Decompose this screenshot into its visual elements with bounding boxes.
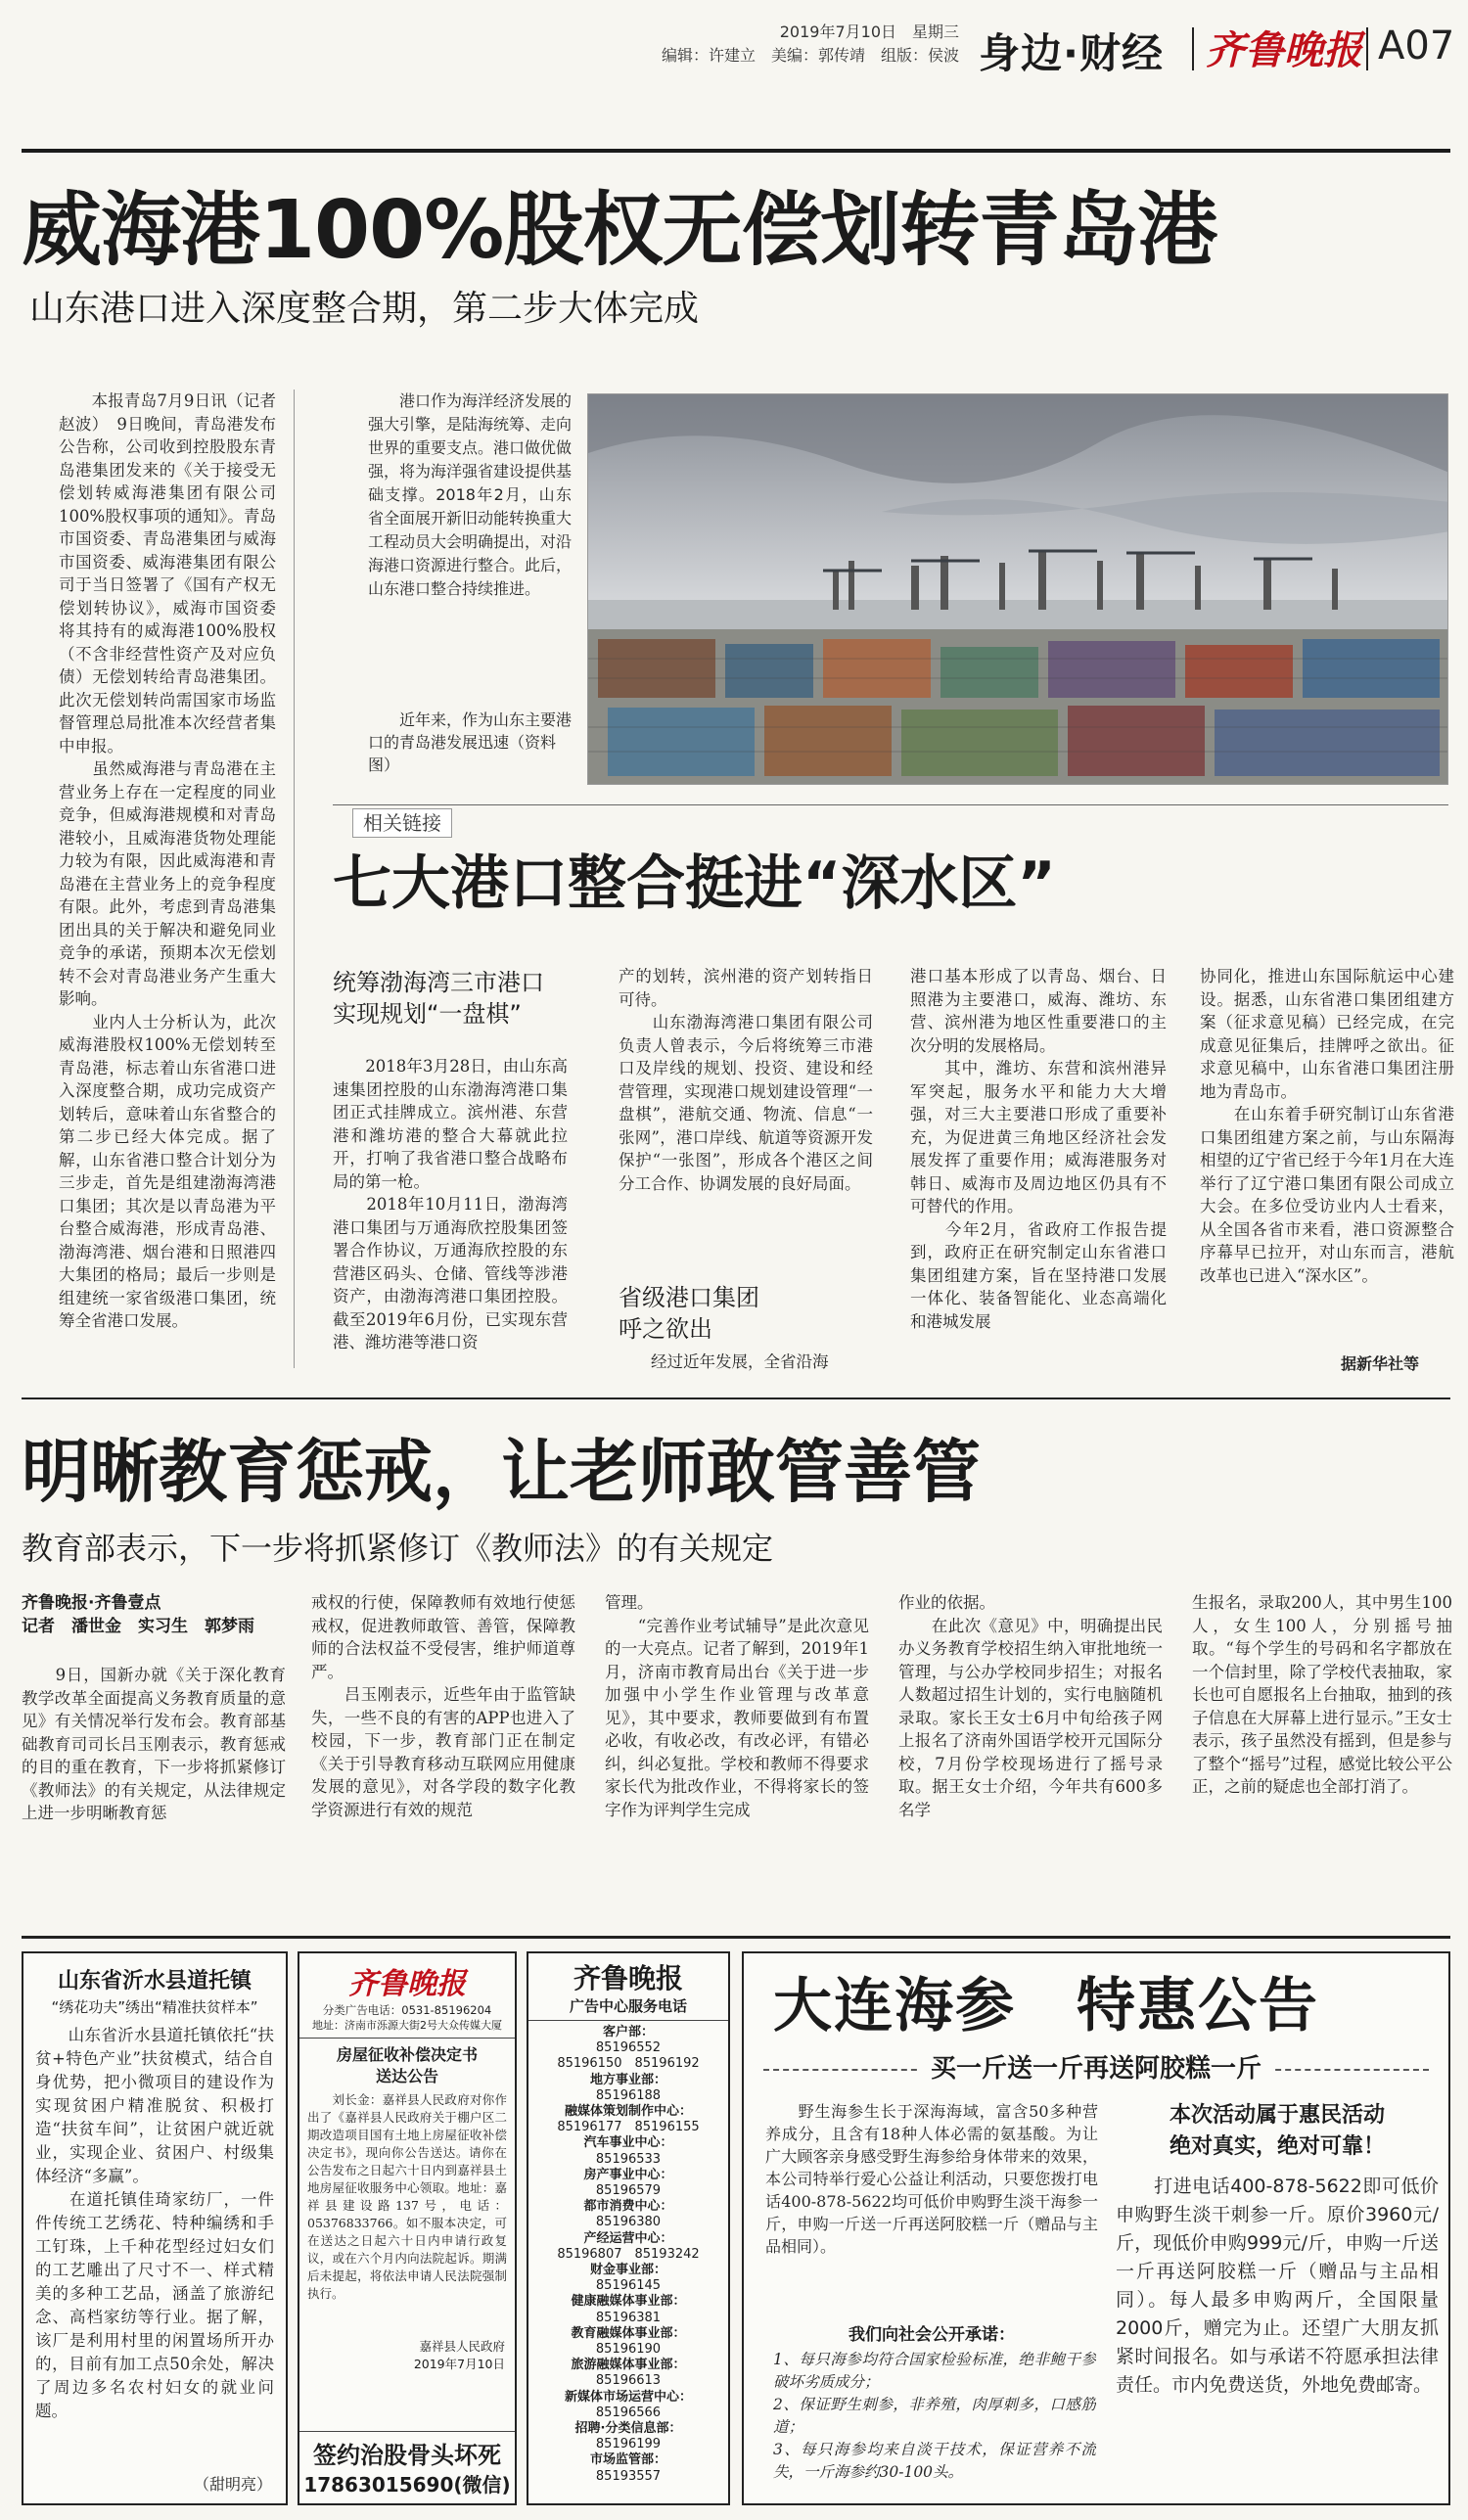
story3-body-col3: 管理。 “完善作业考试辅导”是此次意见的一大亮点。记者了解到，2019年1月，济南市教育局出台《关于进一步加强中小学生作业管理与改革意见》，其中要求，教师要做到有布置必收，有收必改，有改必评，有错必纠，纠必复批。学校和教师不得要求家长代为批改作业，不得将家长的签字作为评判学生完成 — [605, 1593, 869, 1819]
directory-dept: 产经运营中心： — [583, 2230, 673, 2246]
directory-dept: 市场监管部： — [589, 2452, 666, 2468]
story3-body-col4: 作业的依据。 在此次《意见》中，明确提出民办义务教育学校招生纳入审批地统一管理，与公办学校同步招生；对报名人数超过招生计划的，实行电脑随机录取。家长王女士6月中旬给孩子网上报名了济南外国语学校开元国际分校，7月份学校现场进行了摇号录取。据王女士介绍，今年共有600多名学 — [898, 1593, 1163, 1819]
directory-dept: 融媒体策划制作中心： — [564, 2104, 692, 2120]
ad4-slogan — [763, 2049, 1429, 2088]
directory-dept: 旅游融媒体事业部： — [571, 2358, 686, 2373]
directory-dept: 健康融媒体事业部： — [571, 2294, 686, 2310]
ad1-subtitle: “绣花功夫”绣出“精准扶贫样本” — [51, 1998, 258, 2016]
story1-body-col1: 本报青岛7月9日讯（记者赵波） 9日晚间，青岛港发布公告称，公司收到控股股东青岛港集团发来的《关于接受无偿划转威海港集团有限公司100%股权事项的通知》。青岛市国资委、青岛港集团与威海市国资委、威海港集团有限公司于当日签署了《国有产权无偿划转协议》，威海市国资委将其持有的威海港100%股权（不含非经营性资产及对应负债）无偿划转给青岛港集团。此次无偿划转尚需国家市场监督管理总局批准本次经营者集中申报。 虽然威海港与青岛港在主营业务上存在一定程度的同业竞争，但威海港规模和对青岛港较小，且威海港货物处理能力较为有限，因此威海港和青岛港在主营业务上的竞争程度有限。此外，考虑到青岛港集团出具的关于解决和避免同业竞争的承诺，预期本次无偿划转不会对青岛港业务产生重大影响。 业内人士分析认为，此次威海港股权100%无偿划转至青岛港，标志着山东省港口进入深度整合期，成功完成资产划转后，意味着山东省整合的第二步已经大体完成。据了解，山东省港口整合计划分为三步走，首先是组建渤海湾港口集团；其次是以青岛港为平台整合威海港，形成青岛港、渤海湾港、烟台港和日照港四大集团的格局；最后一步则是组建统一家省级港口集团，统筹全省港口发展。 — [59, 391, 276, 1330]
related-rule — [333, 804, 1448, 805]
directory-dept: 都市消费中心： — [583, 2199, 673, 2215]
story3-body-col5: 生报名，录取200人，其中男生100人，女生100人，分别摇号抽取。“每个学生的号码和名字都放在一个信封里，除了学校代表抽取，家长也可自愿报名上台抽取，抽到的孩子信息在大屏幕上进行显示。”王女士表示，孩子虽然没有摇到，但是参与了整个“摇号”过程，感觉比较公平公正，之前的疑虑也全部打消了。 — [1192, 1593, 1452, 1796]
directory-phone: 85196190 — [595, 2342, 662, 2358]
ad4-right-title: 本次活动属于惠民活动 绝对真实，绝对可靠！ — [1169, 2103, 1385, 2159]
related-link-tag: 相关链接 — [352, 808, 452, 838]
directory-phone: 85196566 — [595, 2405, 662, 2420]
ad3-logo: 齐鲁晚报 — [573, 1962, 683, 1994]
story2-body-col2b: 经过近年发展，全省沿海 — [619, 1352, 829, 1371]
paper-logo: 齐鲁晚报 — [1206, 27, 1362, 73]
subhead-port-transfer: 山东港口进入深度整合期，第二步大体完成 — [29, 289, 700, 329]
headline-teacher-discipline: 明晰教育惩戒，让老师敢管善管 — [22, 1432, 981, 1512]
story2-credit: 据新华社等 — [1341, 1354, 1420, 1373]
story3-body-col2: 戒权的行使，保障教师有效地行使惩戒权，促进教师敢管、善管，保障教师的合法权益不受侵害，维护师道尊严。 吕玉刚表示，近些年由于监管缺失，一些不良的有害的APP也进入了校园，下一步，教育部门正在制定《关于引导教育移动互联网应用健康发展的意见》，对各学段的数字化教学资源进行有效的规范 — [311, 1593, 575, 1819]
directory-dept: 房产事业中心： — [583, 2167, 673, 2182]
story2-body-col2: 产的划转，滨州港的资产划转指日可待。 山东渤海湾港口集团有限公司负责人曾表示，今后将统筹三市港口及岸线的规划、投资、建设和经营管理，实现港口规划建设管理“一盘棋”，港航交通、物流、信息“一张网”，港口岸线、航道等资源开发保护“一张图”，形成各个港区之间分工合作、协调发展的良好局面。 — [619, 967, 873, 1193]
story3-body-col1: 9日，国新办就《关于深化教育教学改革全面提高义务教育质量的意见》有关情况举行发布会。教育部基础教育司司长吕玉刚表示，教育惩戒的目的重在教育，下一步将抓紧修订《教师法》的有关规定，从法律规定上进一步明晰教育惩 — [22, 1666, 286, 1822]
story3-byline-org: 齐鲁晚报·齐鲁壹点 — [22, 1593, 161, 1613]
ad-service-directory — [527, 1951, 730, 2505]
headline-port-transfer: 威海港100%股权无偿划转青岛港 — [22, 184, 1217, 277]
story3-byline-reporters: 记者 潘世金 实习生 郭梦雨 — [22, 1617, 254, 1636]
ad2-tel: 17863015690(微信) — [303, 2473, 511, 2497]
subhead-teacher-discipline: 教育部表示，下一步将抓紧修订《教师法》的有关规定 — [22, 1530, 774, 1567]
directory-phone: 85196807 85193242 — [557, 2246, 700, 2262]
directory-dept: 教育融媒体事业部： — [571, 2325, 686, 2341]
ad2-logo: 齐鲁晚报 — [348, 1967, 466, 2001]
ad2-address: 地址：济南市泺源大街2号大众传媒大厦 — [299, 2018, 515, 2039]
directory-phone: 85196613 — [595, 2373, 662, 2389]
ad3-sub: 广告中心服务电话 — [528, 1996, 728, 2021]
directory-phone: 85196579 — [595, 2183, 662, 2199]
directory-phone: 85196177 85196155 — [557, 2120, 700, 2135]
port-photo — [587, 393, 1448, 785]
directory-dept: 招聘·分类信息部： — [574, 2421, 682, 2437]
ad4-body: 野生海参生长于深海海域，富含50多种营养成分，且含有18种人体必需的氨基酸。为让广大顾客亲身感受野生海参给身体带来的效果，本公司特举行爱心公益让利活动，只要您拨打电话400-878-5622均可低价申购野生淡干海参一斤，申购一斤送一斤再送阿胶糕一斤（赠品与主品相同）。 — [765, 2102, 1098, 2256]
header-divider — [1192, 27, 1194, 70]
issue-date: 2019年7月10日 星期三 — [779, 23, 959, 41]
ads-rule — [22, 1936, 1450, 1939]
directory-dept: 新媒体市场运营中心： — [564, 2389, 692, 2405]
directory-phone: 85196145 — [595, 2278, 662, 2294]
ad4-slogan-text: 买一斤送一斤再送阿胶糕一斤 — [917, 2054, 1275, 2084]
header-rule — [22, 149, 1450, 153]
ad2-banner: 签约治股骨头坏死 — [299, 2431, 515, 2470]
directory-phone: 85193557 — [595, 2468, 662, 2484]
directory-phone: 85196380 — [595, 2215, 662, 2230]
directory-phone: 85196552 — [595, 2040, 662, 2056]
ad3-directory — [528, 2021, 728, 2485]
ad1-credit: （甜明亮） — [193, 2475, 272, 2494]
ad4-promises: 1、每只海参均符合国家检验标准，绝非鲍干参破坏劣质成分； 2、保证野生刺参，非养殖，肉厚刺多，口感筋道； 3、每只海参均来自淡干技术，保证营养不流失，一斤海参约30-100头。 — [773, 2351, 1096, 2481]
ad-classified — [298, 1951, 517, 2505]
ad-sea-cucumber — [742, 1951, 1450, 2505]
story2-subhead2: 省级港口集团 呼之欲出 — [619, 1284, 759, 1343]
directory-phone: 85196199 — [595, 2437, 662, 2452]
ad1-title: 山东省沂水县道托镇 — [57, 1969, 252, 1993]
directory-dept: 汽车事业中心： — [583, 2135, 673, 2151]
directory-phone: 85196381 — [595, 2310, 662, 2325]
ad-poverty-relief — [22, 1951, 288, 2505]
ad2-notice-sign: 嘉祥县人民政府 2019年7月10日 — [413, 2339, 505, 2371]
header-divider — [1366, 27, 1368, 70]
story2-body-col4: 协同化，推进山东国际航运中心建设。据悉，山东省港口集团组建方案（征求意见稿）已经完成，在完成意见征集后，挂牌呼之欲出。征求意见稿中，山东省港口集团注册地为青岛市。 在山东着手研究制订山东省港口集团组建方案之前，与山东隔海相望的辽宁省已经于今年1月在大连举行了辽宁港口集团有限公司成立大会。在多位受访业内人士看来，从全国各省市来看，港口资源整合序幕早已拉开，对山东而言，港航改革也已进入“深水区”。 — [1200, 967, 1454, 1285]
story2-body-col3: 港口基本形成了以青岛、烟台、日照港为主要港口，威海、潍坊、东营、滨州港为地区性重要港口的主次分明的发展格局。 其中，潍坊、东营和滨州港异军突起，服务水平和能力大大增强，对三大主要港口形成了重要补充，为促进黄三角地区经济社会发展发挥了重要作用；威海港服务对韩日、威海市及周边地区仍具有不可替代的作用。 今年2月，省政府工作报告提到，政府正在研究制定山东省港口集团组建方案，旨在坚持港口发展一体化、装备智能化、业态高端化和港城发展 — [910, 967, 1167, 1331]
section-title: 身边·财经 — [979, 29, 1164, 77]
ad4-promise-title: 我们向社会公开承诺： — [849, 2325, 1015, 2345]
story2-body-col1: 2018年3月28日，由山东高速集团控股的山东渤海湾港口集团正式挂牌成立。滨州港、东营港和潍坊港的整合大幕就此拉开，打响了我省港口整合战略布局的第一枪。 2018年10月11日，渤海湾港口集团与万通海欣控股集团签署合作协议，万通海欣控股的东营港区码头、仓储、管线等涉港资产，由渤海湾港口集团控股。截至2019年6月份，已实现东营港、潍坊港等港口资 — [333, 1057, 568, 1352]
ad4-right-body: 打进电话400-878-5622即可低价申购野生淡干刺参一斤。原价3960元/斤，现低价申购999元/斤，申购一斤送一斤再送阿胶糕一斤（赠品与主品相同）。每人最多申购两斤，全国限量2000斤，赠完为止。还望广大朋友抓紧时间报名。如与承诺不符愿承担法律责任。市内免费送货，外地免费邮寄。 — [1116, 2176, 1439, 2396]
port-photo-image — [588, 394, 1448, 785]
directory-dept: 财金事业部： — [589, 2263, 666, 2278]
ad2-notice-title: 房屋征收补偿决定书 送达公告 — [336, 2045, 478, 2085]
directory-dept: 地方事业部： — [589, 2072, 666, 2087]
ad2-phone: 分类广告电话：0531-85196204 — [322, 2003, 492, 2017]
story2-subhead1: 统筹渤海湾三市港口 实现规划“一盘棋” — [333, 969, 544, 1028]
column-rule — [294, 389, 295, 1368]
ad1-body: 山东省沂水县道托镇依托“扶贫+特色产业”扶贫模式，结合自身优势，把小微项目的建设作为实现贫困户精准脱贫、积极打造“扶贫车间”，让贫困户就近就业，实现企业、贫困户、村级集体经济“多赢”。 在道托镇佳琦家纺厂，一件件传统工艺绣花、特种编绣和手工钉珠，上千种花型经过妇女们的工艺雕出了尺寸不一、样式精美的多种工艺品，涵盖了旅游纪念、高档家纺等行业。据了解，该厂是利用村里的闲置场所开办的，目前有加工点50余处，解决了周边多名农村妇女的就业问题。 — [35, 2026, 274, 2420]
editor-credits: 编辑：许建立 美编：郭传靖 组版：侯波 — [661, 46, 959, 65]
directory-phone: 85196150 85196192 — [557, 2056, 700, 2072]
page-number: A07 — [1378, 23, 1455, 69]
headline-deep-water: 七大港口整合挺进“深水区” — [333, 849, 1056, 918]
photo-caption: 近年来，作为山东主要港口的青岛港发展迅速（资料图） — [368, 710, 573, 774]
section-rule — [22, 1397, 1450, 1399]
story1-intro: 港口作为海洋经济发展的强大引擎，是陆海统筹、走向世界的重要支点。港口做优做强，将为海洋强省建设提供基础支撑。2018年2月，山东省全面展开新旧动能转换重大工程动员大会明确提出，对沿海港口资源进行整合。此后，山东港口整合持续推进。 — [368, 391, 572, 598]
directory-dept: 客户部： — [602, 2025, 654, 2039]
ad4-title: 大连海参 特惠公告 — [773, 1972, 1319, 2040]
directory-phone: 85196533 — [595, 2151, 662, 2167]
directory-phone: 85196188 — [595, 2087, 662, 2103]
ad2-notice-body: 刘长金：嘉祥县人民政府对你作出了《嘉祥县人民政府关于棚户区二期改造项目国有土地上房屋征收补偿决定书》，现向你公告送达。请你在公告发布之日起六十日内到嘉祥县土地房屋征收服务中心领取。地址：嘉祥县建设路137号，电话：05376833766。如不服本决定，可在送达之日起六十日内申请行政复议，或在六个月内向法院起诉。期满后未提起，将依法申请人民法院强制执行。 — [307, 2092, 507, 2301]
